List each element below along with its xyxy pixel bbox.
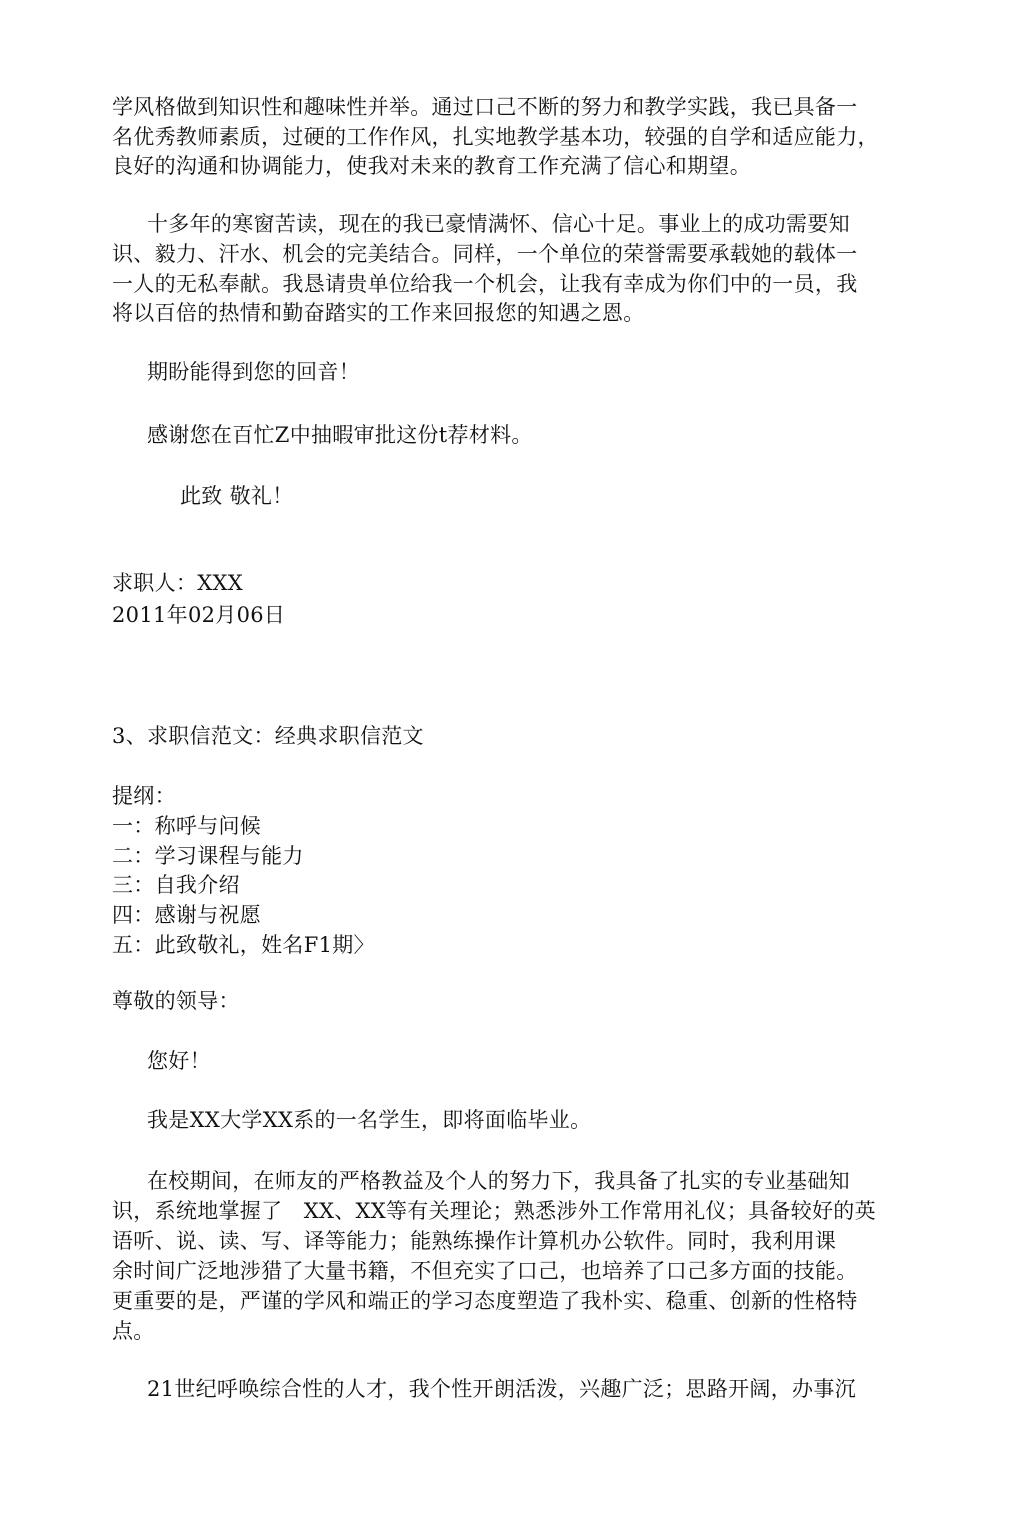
outline-item: 二：学习课程与能力 (112, 844, 304, 868)
hope-line: 期盼能得到您的回音！ (147, 360, 360, 384)
outline-title: 提纲： (112, 784, 176, 808)
para1-line-1: 学风格做到知识性和趣味性并举。通过口己不断的努力和教学实践，我已具备一 (112, 95, 858, 119)
para3-line-1: 在校期间，在师友的严格教益及个人的努力下，我具备了扎实的专业基础知 (147, 1169, 850, 1193)
para2-line-4: 将以百倍的热情和勤奋踏实的工作来回报您的知遇之恩。 (112, 301, 645, 325)
salutation: 尊敬的领导： (112, 989, 240, 1013)
thanks-line: 感谢您在百忙Z中抽暇审批这份t荐材料。 (147, 423, 533, 447)
intro-line: 我是XX大学XX系的一名学生，即将面临毕业。 (147, 1108, 592, 1132)
para2-line-2: 识、毅力、汗水、机会的完美结合。同样，一个单位的荣誉需要承载她的载体一 (112, 242, 858, 266)
para2-line-1: 十多年的寒窗苦读，现在的我已豪情满怀、信心十足。事业上的成功需要知 (147, 212, 850, 236)
closing-line: 此致 敬礼！ (180, 484, 294, 508)
signature-name: 求职人：XXX (112, 571, 243, 595)
para4-line-1: 21世纪呼唤综合性的人才，我个性开朗活泼，兴趣广泛；思路开阔，办事沉 (147, 1377, 856, 1401)
para3-line-2: 识，系统地掌握了 XX、XX等有关理论；熟悉涉外工作常用礼仪；具备较好的英 (112, 1199, 876, 1223)
para2-line-3: 一人的无私奉献。我恳请贵单位给我一个机会，让我有幸成为你们中的一员，我 (112, 272, 858, 296)
outline-item: 三：自我介绍 (112, 873, 240, 897)
para1-line-2: 名优秀教师素质，过硬的工作作风，扎实地教学基本功，较强的自学和适应能力， (112, 125, 879, 149)
para1-line-3: 良好的沟通和协调能力，使我对未来的教育工作充满了信心和期望。 (112, 154, 751, 178)
para3-line-6: 点。 (112, 1319, 155, 1343)
para3-line-4: 余时间广泛地涉猎了大量书籍，不但充实了口己，也培养了口己多方面的技能。 (112, 1259, 858, 1283)
outline-item: 一：称呼与问候 (112, 814, 262, 838)
section-heading: 3、求职信范文：经典求职信范文 (112, 724, 424, 748)
para3-line-3: 语听、说、读、写、译等能力；能熟练操作计算机办公软件。同时，我利用课 (112, 1229, 837, 1253)
para3-line-5: 更重要的是，严谨的学风和端正的学习态度塑造了我朴实、稳重、创新的性格特 (112, 1289, 858, 1313)
outline-item: 四：感谢与祝愿 (112, 903, 262, 927)
greeting: 您好！ (147, 1049, 211, 1073)
outline-item: 五：此致敬礼，姓名F1期〉 (112, 933, 375, 957)
signature-date: 2011年02月06日 (112, 603, 286, 627)
